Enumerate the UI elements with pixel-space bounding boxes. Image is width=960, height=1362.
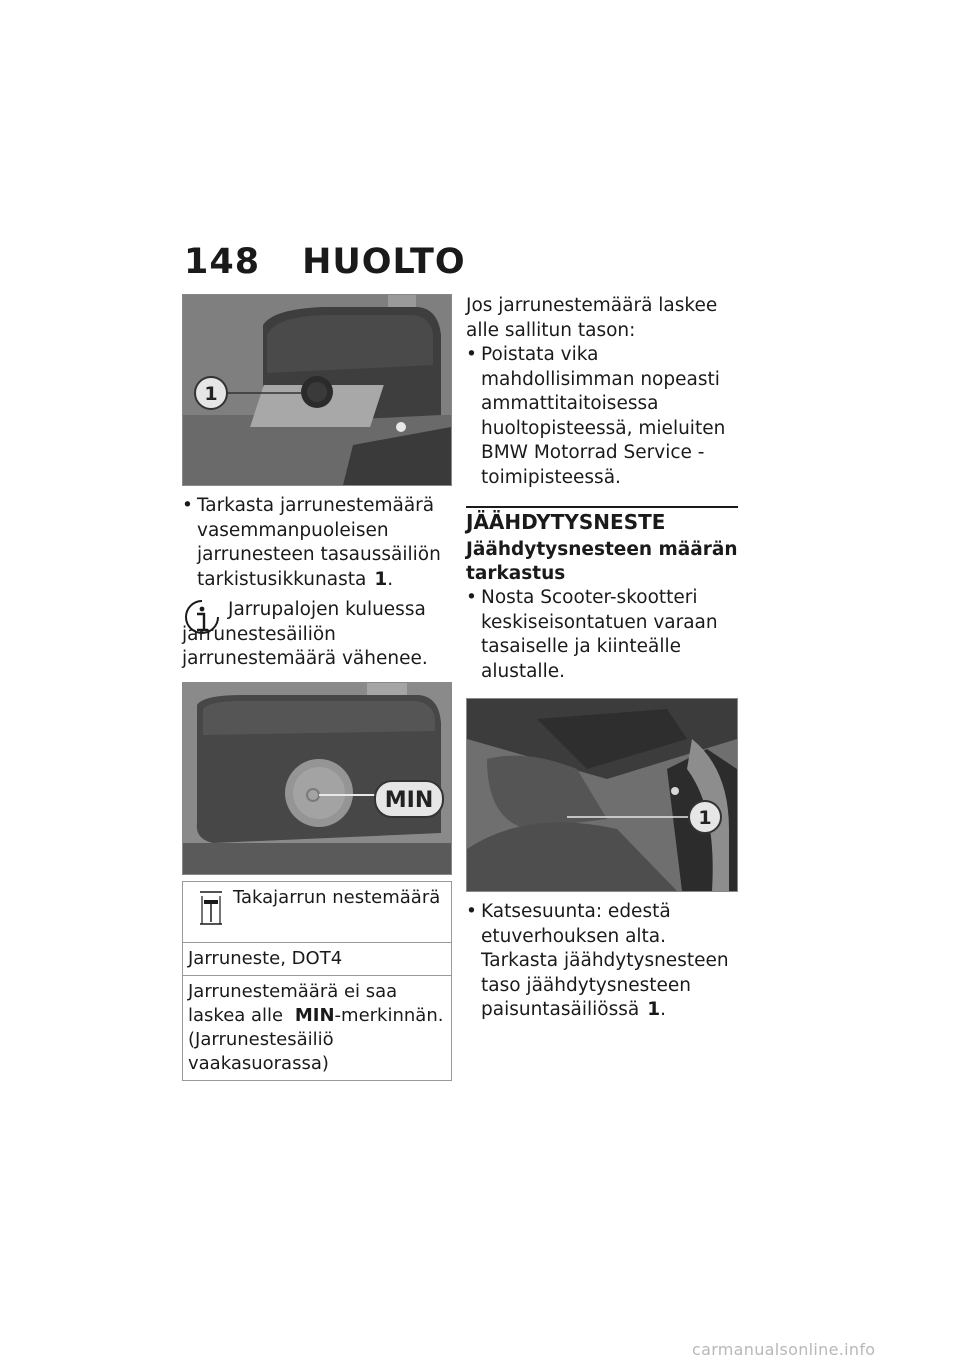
bullet-dot-icon: • — [466, 344, 477, 365]
info-note — [182, 598, 452, 672]
intro-text: Jos jarrunestemäärä laskee alle sallitun tason: — [466, 295, 718, 341]
bullet-check-brake-fluid: • Tarkasta jarrunestemäärä vasemmanpuoleisen jarrunesteen tasaussäiliön tarkistusikkunasta 1. — [182, 495, 441, 590]
spec-fluid — [183, 943, 451, 976]
bullet-text: Nosta Scooter-skootteri keskiseisontatuen varaan tasaiselle ja kiinteälle alustalle. — [481, 587, 718, 682]
right-column — [466, 294, 738, 1023]
spec-note — [183, 976, 451, 1080]
photo3-label: 1 — [698, 807, 712, 829]
bullet-dot-icon: • — [466, 901, 477, 922]
bullet-text: Katsesuunta: edestä etuverhouksen alta. Tarkasta jäähdytysnesteen taso jäähdytysnesteen paisuntasäiliössä — [481, 901, 729, 1020]
photo1-label: 1 — [204, 383, 218, 405]
bullet-dot-icon: • — [182, 495, 193, 516]
reference-number: 1 — [374, 568, 388, 590]
section-title: JÄÄHDYTYSNESTE — [466, 506, 738, 536]
spec-note-bold: MIN — [294, 1004, 335, 1026]
bullet-dot-icon: • — [466, 587, 477, 608]
spec-table — [182, 881, 452, 1081]
chapter-title: HUOLTO — [302, 242, 466, 282]
spec-header — [183, 882, 451, 943]
bullet-centerstand — [466, 586, 738, 684]
bullet-text: Poistata vika mahdollisimman nopeasti ammattitaitoisessa huoltopisteessä, mieluiten BMW Motorrad Service -toimipisteessä. — [481, 344, 726, 488]
reference-number: 1 — [647, 999, 661, 1020]
info-text: Jarrupalojen kuluessa jarrunestesäiliön jarrunestemäärä vähenee. — [182, 599, 428, 669]
watermark: carmanualsonline.info — [692, 1340, 876, 1359]
left-column — [182, 294, 452, 1081]
brake-reservoir-photo — [182, 294, 452, 486]
min-label: MIN — [384, 787, 434, 813]
bullet-service — [466, 343, 738, 490]
fluid-level-icon — [199, 888, 223, 928]
spec-note-post: -merkinnän. (Jarrunestesäiliö vaakasuorassa) — [188, 1004, 444, 1074]
coolant-tank-photo — [466, 698, 738, 892]
reservoir-min-photo — [182, 682, 452, 875]
bullet-text: Tarkasta jarrunestemäärä vasemmanpuoleisen jarrunesteen tasaussäiliön tarkistusikkunasta — [197, 495, 441, 590]
sub-title: Jäähdytysnesteen määrän tarkastus — [466, 539, 738, 584]
bullet-inspect-coolant: • Katsesuunta: edestä etuverhouksen alta. Tarkasta jäähdytysnesteen taso jäähdytysnesteen paisuntasäiliössä 1. — [466, 901, 729, 1020]
spec-title: Takajarrun nestemäärä — [233, 886, 441, 908]
spec-fluid-text: Jarruneste, DOT4 — [188, 947, 343, 969]
page-header — [184, 242, 466, 282]
info-icon — [182, 598, 222, 638]
page-number: 148 — [184, 242, 261, 282]
spec-note-pre: Jarrunestemäärä ei saa laskea alle — [188, 980, 398, 1026]
